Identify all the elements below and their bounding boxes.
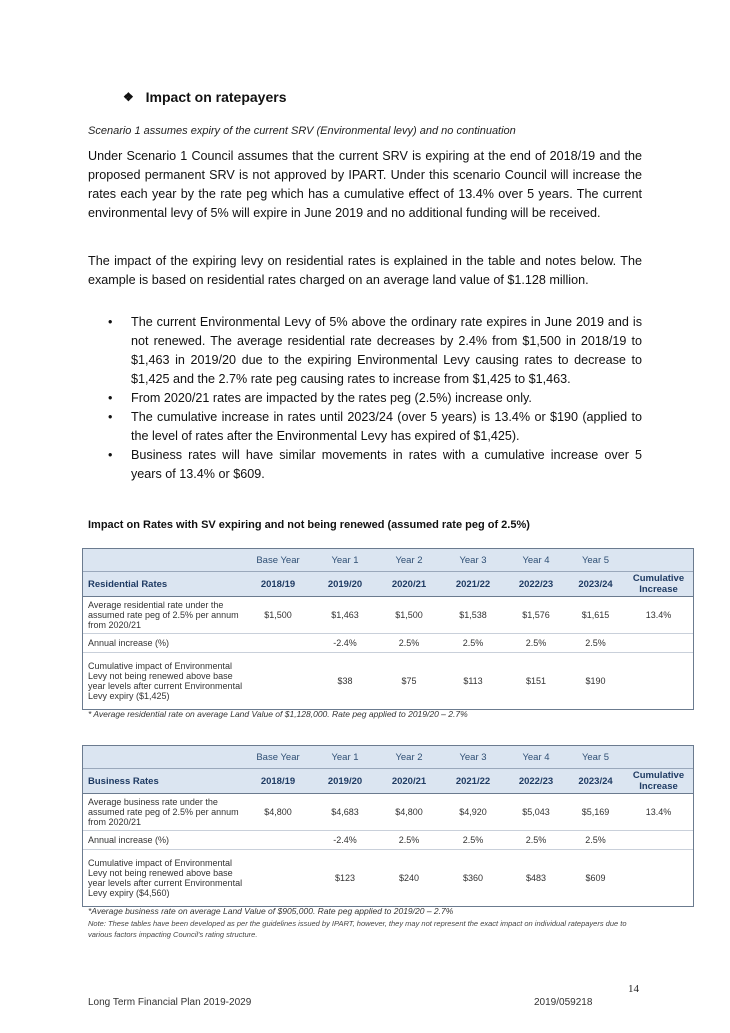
header-cell-empty: [83, 549, 243, 571]
table-cell: 2.5%: [462, 638, 484, 648]
year-cell: 2022/23: [518, 578, 554, 590]
table-cell: 2.5%: [585, 835, 606, 845]
table-cell: $38: [337, 676, 353, 686]
footer-document-title: Long Term Financial Plan 2019-2029: [88, 997, 252, 1008]
header-cell: Year 4: [522, 751, 550, 763]
year-cell: 2018/19: [260, 578, 296, 590]
header-cell: Year 2: [395, 751, 423, 763]
table-cell: 2.5%: [398, 638, 420, 648]
page-number: 14: [628, 983, 639, 995]
table-cell: $4,920: [459, 807, 487, 817]
bullet-item: • The current Environmental Levy of 5% above the ordinary rate expires in June 2019 and is not renewed. The average residential rate decreases by 2.4% from $1,500 in 2018/19 to $1,463 in 2019/20 due to the expiring Environmental Levy causing rates to decrease to $1,425 and the 2.7% rate peg causing rates to increase from $1,425 to $1,463.: [108, 315, 642, 386]
table-cell: $151: [525, 676, 547, 686]
cumulative-cell: [624, 653, 693, 709]
table-title: Impact on Rates with SV expiring and not being renewed (assumed rate peg of 2.5%): [88, 519, 530, 531]
table-row: [83, 597, 693, 634]
table-cell: $1,538: [459, 610, 487, 620]
table-cell: $5,043: [522, 807, 550, 817]
business-rates-table: [82, 745, 694, 907]
table-cell: $1,463: [331, 610, 359, 620]
cumulative-cell: [624, 831, 693, 849]
row-label: Cumulative impact of Environmental Levy not being renewed above base year levels after current Environmental Levy expiry ($4,560): [88, 858, 243, 898]
row-label: Average residential rate under the assumed rate peg of 2.5% per annum from 2020/21: [88, 600, 239, 630]
table-cell: $123: [334, 873, 356, 883]
table-cell: $483: [525, 873, 547, 883]
bullet-item: • The cumulative increase in rates until 2023/24 (over 5 years) is 13.4% or $190 (applied to the level of rates after the Environmental Levy has expired of $1,425).: [108, 410, 642, 443]
header-cell: Year 5: [581, 554, 610, 566]
section-heading-text: Impact on ratepayers: [145, 89, 287, 105]
bullet-item: • From 2020/21 rates are impacted by the rates peg (2.5%) increase only.: [108, 391, 532, 405]
table-cell: [243, 634, 313, 652]
cumulative-cell: 13.4%: [645, 807, 672, 817]
table-cell: [243, 850, 313, 906]
header-cell-empty: [83, 746, 243, 768]
table-cell: 2.5%: [525, 638, 547, 648]
cumulative-header: Cumulative Increase: [632, 770, 685, 792]
table-subheader-row: [83, 769, 693, 794]
header-cell: Year 1: [331, 554, 359, 566]
table-cell: $4,683: [331, 807, 359, 817]
table-cell: $5,169: [581, 807, 610, 817]
cumulative-header: Cumulative Increase: [632, 573, 685, 595]
table-cell: $4,800: [395, 807, 423, 817]
section-label: Residential Rates: [88, 578, 168, 590]
table-cell: $4,800: [264, 807, 292, 817]
table-cell: $75: [401, 676, 417, 686]
header-cell: Year 1: [331, 751, 359, 763]
business-footnote: *Average business rate on average Land Value of $905,000. Rate peg applied to 2019/20 – 2.7%: [88, 906, 454, 916]
residential-rates-table: [82, 548, 694, 710]
impact-bullet-list: [108, 313, 642, 484]
table-cell: $360: [462, 873, 484, 883]
diamond-bullet-icon: ❖: [123, 90, 134, 104]
table-cell: $113: [463, 676, 483, 686]
header-cell: Year 4: [522, 554, 550, 566]
year-cell: 2021/22: [455, 578, 491, 590]
section-heading: [123, 89, 287, 105]
header-cell: Year 5: [581, 751, 610, 763]
year-cell: 2020/21: [391, 775, 427, 787]
header-cell-empty: [624, 549, 693, 571]
header-cell: Base Year: [256, 751, 300, 763]
year-cell: 2021/22: [455, 775, 491, 787]
row-label: Cumulative impact of Environmental Levy not being renewed above base year levels after current Environmental Levy expiry ($1,425): [88, 661, 243, 701]
paragraph-impact: The impact of the expiring levy on residential rates is explained in the table and notes below. The example is based on residential rates charged on an average land value of $1.128 million.: [88, 254, 642, 287]
table-cell: 2.5%: [398, 835, 420, 845]
table-cell: $1,500: [264, 610, 292, 620]
table-row: [83, 794, 693, 831]
table-cell: $1,615: [581, 610, 610, 620]
header-cell: Year 2: [395, 554, 423, 566]
table-row: [83, 850, 693, 906]
table-row: [83, 634, 693, 653]
header-cell: Year 3: [459, 554, 487, 566]
year-cell: 2019/20: [327, 578, 363, 590]
year-cell: 2023/24: [578, 578, 613, 590]
header-cell-empty: [624, 746, 693, 768]
table-cell: $609: [585, 873, 606, 883]
table-header-row: [83, 549, 693, 572]
table-row: [83, 831, 693, 850]
table-cell: $240: [398, 873, 420, 883]
year-cell: 2019/20: [327, 775, 363, 787]
year-cell: 2020/21: [391, 578, 427, 590]
year-cell: 2023/24: [578, 775, 613, 787]
table-cell: -2.4%: [333, 835, 357, 845]
header-cell: Base Year: [256, 554, 300, 566]
year-cell: 2022/23: [518, 775, 554, 787]
table-cell: 2.5%: [585, 638, 606, 648]
row-label: Average business rate under the assumed rate peg of 2.5% per annum from 2020/21: [88, 797, 239, 827]
table-cell: [243, 653, 313, 709]
table-header-row: [83, 746, 693, 769]
year-cell: 2018/19: [260, 775, 296, 787]
row-label: Annual increase (%): [88, 835, 170, 845]
cumulative-cell: 13.4%: [645, 610, 672, 620]
residential-footnote: * Average residential rate on average Land Value of $1,128,000. Rate peg applied to 2019/20 – 2.7%: [88, 709, 468, 719]
table-cell: $1,576: [522, 610, 550, 620]
table-cell: $190: [585, 676, 606, 686]
bullet-item: • Business rates will have similar movements in rates with a cumulative increase over 5 years of 13.4% or $609.: [108, 448, 642, 481]
table-cell: $1,500: [395, 610, 423, 620]
section-label: Business Rates: [88, 775, 159, 787]
cumulative-cell: [624, 850, 693, 906]
table-row: [83, 653, 693, 709]
table-cell: [243, 831, 313, 849]
cumulative-cell: [624, 634, 693, 652]
table-cell: -2.4%: [333, 638, 357, 648]
paragraph-scenario: Under Scenario 1 Council assumes that the current SRV is expiring at the end of 2018/19 and the proposed permanent SRV is not approved by IPART. Under this scenario Council will increase the rates each year by the rate peg which has a cumulative effect of 13.4% over 5 years. The current environmental levy of 5% will expire in June 2019 and no additional funding will be received.: [88, 149, 642, 220]
row-label: Annual increase (%): [88, 638, 170, 648]
table-subheader-row: [83, 572, 693, 597]
scenario-caption: Scenario 1 assumes expiry of the current SRV (Environmental levy) and no continuation: [88, 125, 516, 137]
header-cell: Year 3: [459, 751, 487, 763]
tables-note: Note: These tables have been developed as per the guidelines issued by IPART, however, they may not represent the exact impact on individual ratepayers due to various factors impacting Council's rating structure.: [88, 919, 627, 939]
table-cell: 2.5%: [462, 835, 484, 845]
footer-reference-number: 2019/059218: [534, 997, 593, 1008]
table-cell: 2.5%: [525, 835, 547, 845]
